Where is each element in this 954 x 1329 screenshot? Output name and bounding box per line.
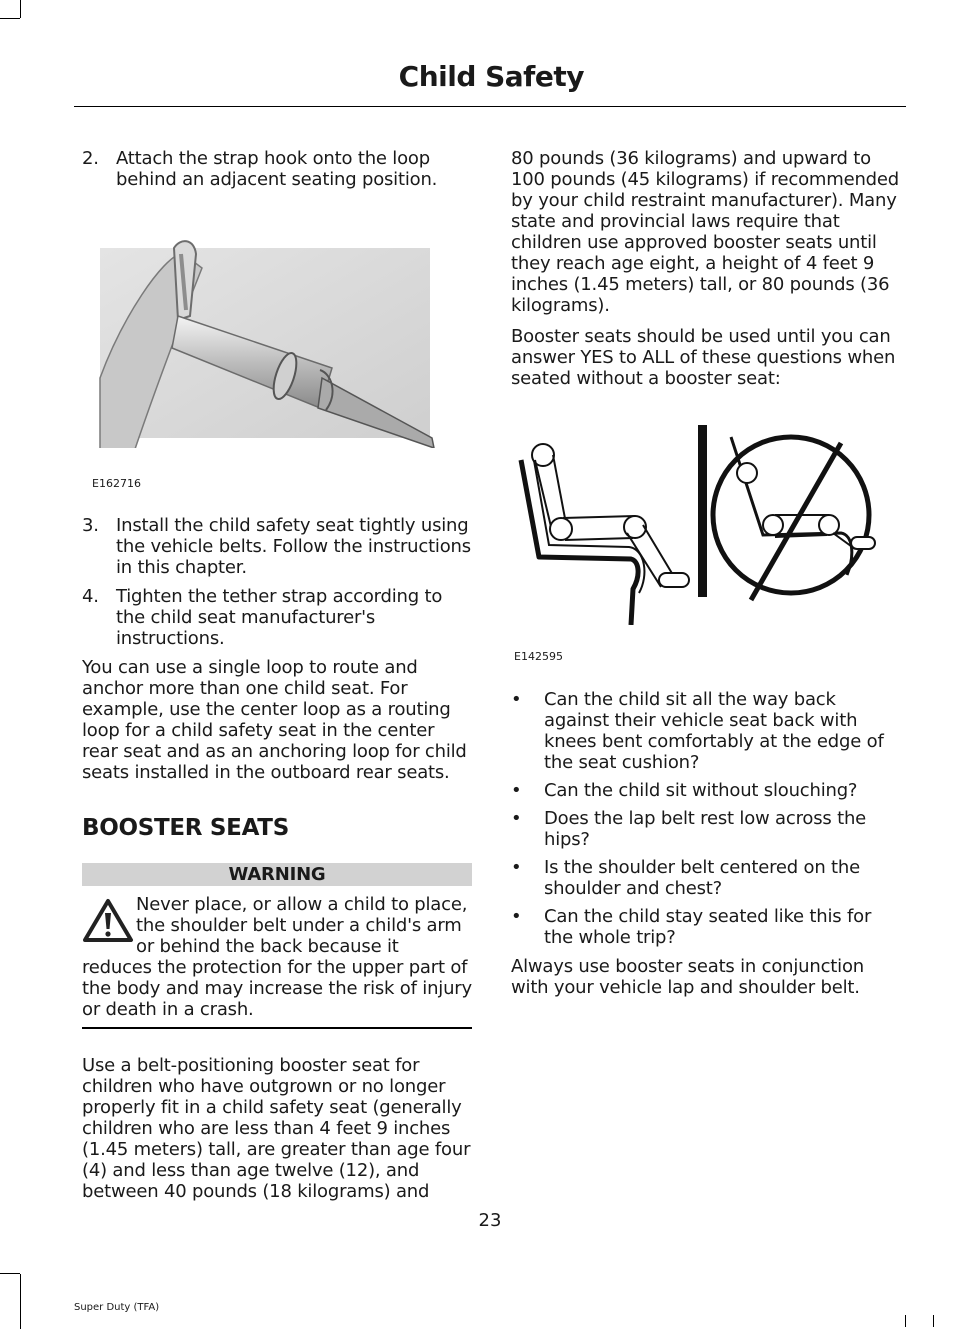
footer-model: Super Duty (TFA) — [74, 1302, 160, 1313]
step-text: Attach the strap hook onto the loop behind an adjacent seating position. — [116, 148, 438, 190]
booster-seat-posture-figure — [511, 399, 903, 689]
list-item — [511, 857, 903, 899]
list-item-text: Does the lap belt rest low across the hips? — [544, 808, 867, 850]
list-item-text: Can the child sit all the way back against their vehicle seat back with knees bent comfortably at the edge of the seat cushion? — [544, 689, 884, 773]
title-divider — [74, 106, 906, 107]
figure-code: E142595 — [514, 650, 563, 663]
warning-divider — [82, 1027, 472, 1029]
step-number: 3. — [82, 515, 99, 536]
crop-mark — [20, 1312, 21, 1326]
crop-mark — [0, 18, 20, 19]
section-heading: BOOSTER SEATS — [82, 815, 289, 841]
step-number: 2. — [82, 148, 99, 169]
step-list-1 — [82, 148, 472, 190]
tether-hook-illustration — [82, 198, 472, 448]
step-number: 4. — [82, 586, 99, 607]
step-text: Install the child safety seat tightly using the vehicle belts. Follow the instructions in this chapter. — [116, 515, 471, 578]
page-number: 23 — [478, 1210, 502, 1231]
list-item — [511, 689, 903, 773]
list-item — [511, 780, 903, 801]
list-item — [511, 808, 903, 850]
step-item — [82, 515, 472, 578]
list-item-text: Is the shoulder belt centered on the shoulder and chest? — [544, 857, 861, 899]
bullet: • — [511, 808, 522, 829]
bullet: • — [511, 780, 522, 801]
step-item — [82, 148, 472, 190]
list-item — [511, 906, 903, 948]
list-item-text: Can the child stay seated like this for the whole trip? — [544, 906, 872, 948]
bullet: • — [511, 857, 522, 878]
list-item-text: Can the child sit without slouching? — [544, 780, 858, 801]
page-title: Child Safety — [398, 60, 584, 93]
warning-triangle-icon — [82, 898, 134, 944]
bullet: • — [511, 689, 522, 710]
figure-code: E162716 — [92, 477, 141, 490]
body-paragraph: Booster seats should be used until you can answer YES to ALL of these questions when seated without a booster seat: — [511, 326, 896, 389]
body-paragraph: Always use booster seats in conjunction with your vehicle lap and shoulder belt. — [511, 956, 864, 998]
body-paragraph: 80 pounds (36 kilograms) and upward to 100 pounds (45 kilograms) if recommended by your child restraint manufacturer). Many state and provincial laws require that children use approved booster seats until they reach age eight, a height of 4 feet 9 inches (1.45 meters) tall, or 80 pounds (36 kilograms). — [511, 148, 899, 316]
left-column — [82, 148, 472, 1212]
body-paragraph: You can use a single loop to route and anchor more than one child seat. For example, use the center loop as a routing loop for a child safety seat in the center rear seat and as an anchoring loop for child seats installed in the outboard rear seats. — [82, 657, 467, 783]
step-item — [82, 586, 472, 649]
warning-text: Never place, or allow a child to place, the shoulder belt under a child's arm or behind the back because it reduces the protection for the upper part of the body and may increase the risk of injury or death in a crash. — [82, 894, 472, 1020]
step-text: Tighten the tether strap according to the child seat manufacturer's instructions. — [116, 586, 443, 649]
crop-mark — [933, 1315, 934, 1327]
seating-posture-illustration — [511, 425, 903, 625]
bullet: • — [511, 906, 522, 927]
crop-mark — [905, 1315, 906, 1327]
body-paragraph: Use a belt-positioning booster seat for children who have outgrown or no longer properly fit in a child safety seat (generally children who are less than 4 feet 9 inches (1.45 meters) tall, are greater than age four (4) and less than age twelve (12), and between 40 pounds (18 kilograms) and — [82, 1055, 471, 1202]
tether-hook-figure — [82, 198, 472, 490]
question-list — [511, 689, 903, 948]
warning-box — [82, 894, 472, 1020]
warning-label: WARNING — [82, 863, 472, 886]
right-column — [511, 148, 903, 1008]
crop-mark — [0, 1273, 20, 1274]
step-list-2 — [82, 515, 472, 649]
crop-mark — [20, 0, 21, 18]
